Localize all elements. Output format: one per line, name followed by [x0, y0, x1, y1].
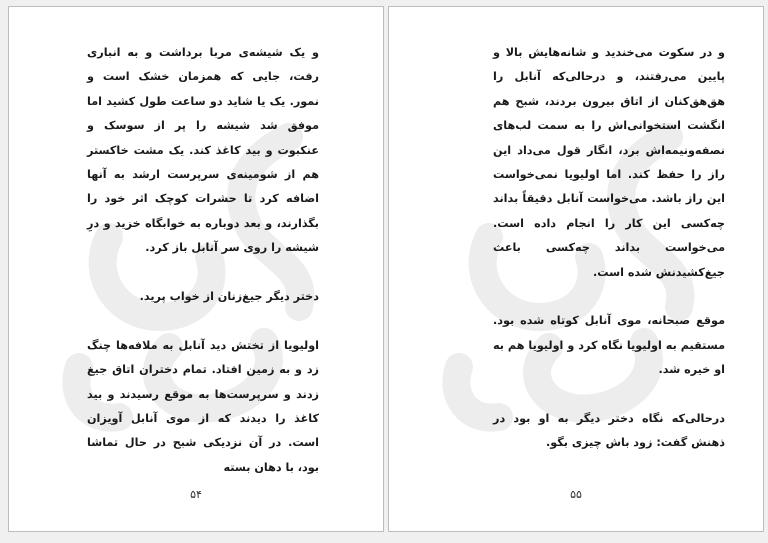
- paragraph: و یک شیشه‌ی مربا برداشت و به انباری رفت، جایی که همزمان خشک است و نمور. یک یا شاید دو ساعت طول کشید اما موفق شد شیشه را پر از سوسک و عنکبوت و بید کاغذ کند. یک مشت خاکستر هم از شومینه‌ی سرپرست ارشد به آنها اضافه کرد تا حشرات کوچک اثر خود را بگذارند، و بعد دوباره به خوابگاه خزید و درِ شیشه را روی سر آنابل باز کرد.: [87, 46, 319, 255]
- paragraph: درحالی‌که نگاه دختر دیگر به او بود در ذهنش گفت: زود باش چیزی بگو.: [493, 412, 725, 450]
- page-number: ۵۵: [570, 488, 582, 501]
- paragraph: اولیویا از تختش دید آنابل به ملافه‌ها چنگ زد و به زمین افتاد. تمام دختران اتاق جیغ زدند و سرپرست‌ها به موقع رسیدند و بید کاغذ را دیدند که از موی آنابل آویزان است. در آن نزدیکی شبح در حال تماشا بود، با دهان بسته: [87, 338, 319, 474]
- page-number: ۵۴: [190, 488, 202, 501]
- paragraph: موقع صبحانه، موی آنابل کوتاه شده بود. مستقیم به اولیویا نگاه کرد و اولیویا هم به او خیره شد.: [493, 314, 725, 377]
- paragraph: و در سکوت می‌خندید و شانه‌هایش بالا و پایین می‌رفتند، و درحالی‌که آنابل را هق‌هق‌کنان از اتاق بیرون بردند، شبح هم انگشت استخوانی‌اش را به سمت لب‌های نصفه‌ونیمه‌اش برد، انگار قول می‌داد این راز را حفظ کند. اما اولیویا نمی‌خواست این راز باشد. می‌خواست آنابل دقیقاً بداند چه‌کسی این کار را انجام داده است. می‌خواست بداند چه‌کسی باعث جیغ‌کشیدنش شده است.: [493, 46, 725, 279]
- page-54-text: [87, 41, 319, 505]
- page-55: [388, 6, 764, 532]
- page-55-text: [493, 41, 725, 480]
- page-54: [8, 6, 384, 532]
- paragraph: دختر دیگر جیغ‌زنان از خواب پرید.: [139, 290, 319, 304]
